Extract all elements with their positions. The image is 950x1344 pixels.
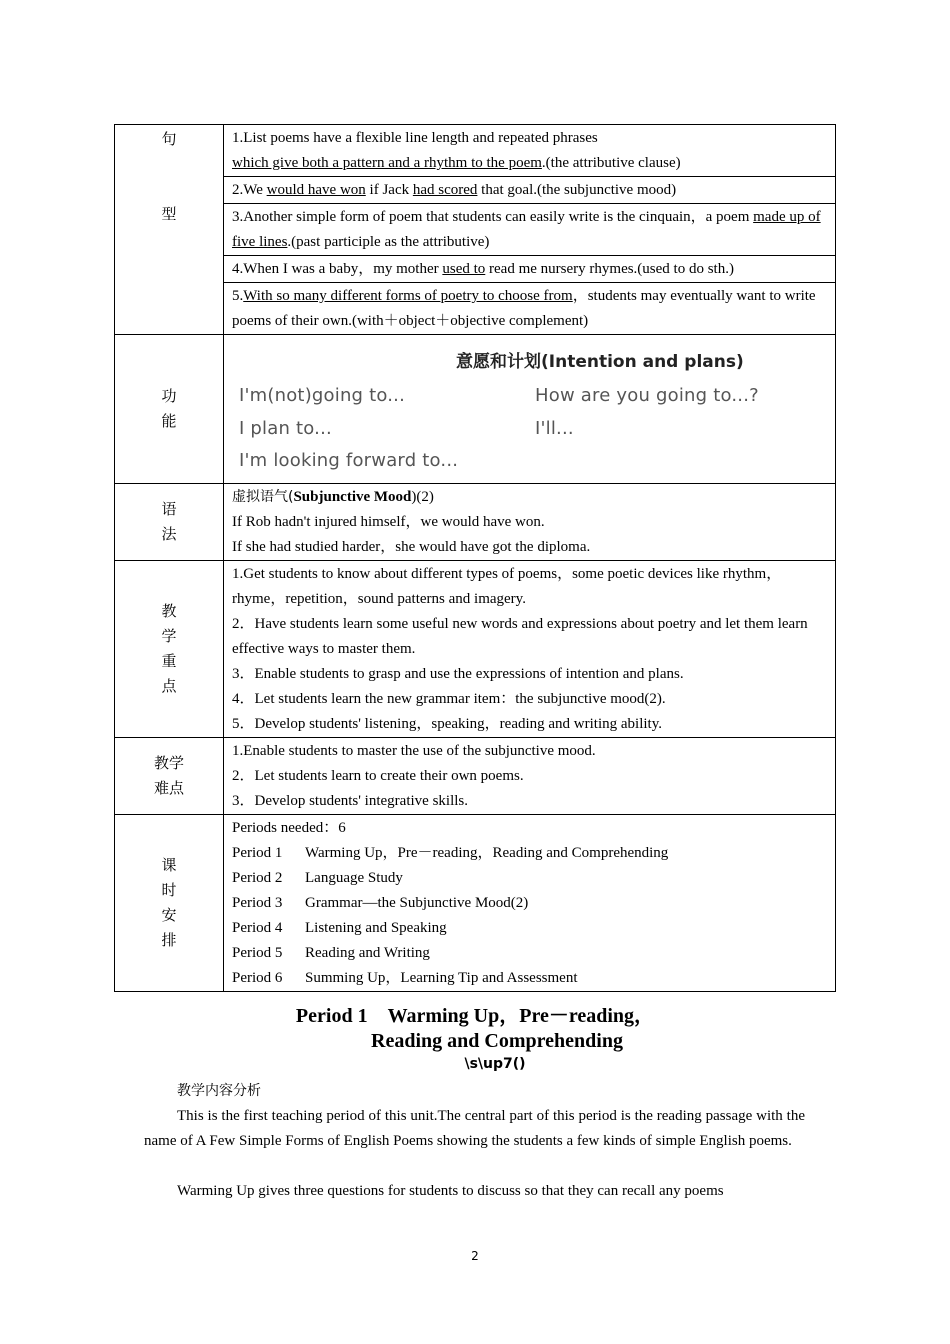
sentence-item-3: 3.Another simple form of poem that students can easily write is the cinquain，a poem made up of five lines.(past participle as the attributive): [224, 204, 836, 256]
paragraph-2: Warming Up gives three questions for students to discuss so that they can recall any poems: [177, 1183, 724, 1199]
sentence-item-2: 2.We would have won if Jack had scored that goal.(the subjunctive mood): [224, 177, 836, 204]
phrase-going-to: I'm(not)going to...: [239, 385, 406, 406]
analysis-label: 教学内容分析: [177, 1083, 261, 1099]
lesson-plan-table: [114, 124, 836, 992]
phrase-looking-forward: I'm looking forward to...: [239, 450, 459, 471]
difficulties-label: 教学 难点: [115, 738, 224, 815]
function-title: 意愿和计划(Intention and plans): [456, 352, 744, 372]
grammar-label: 语 法: [115, 484, 224, 561]
function-image: [224, 335, 836, 484]
phrase-ill: I'll...: [535, 418, 574, 439]
paragraph-1: This is the first teaching period of this unit.The central part of this period is the reading passage with the name of A Few Simple Forms of English Poems showing the students a few kinds of simple English poems.: [144, 1108, 805, 1149]
schedule-label: 课 时 安 排: [115, 815, 224, 992]
function-label: 功 能: [115, 335, 224, 484]
page-number: 2: [471, 1249, 479, 1263]
sentence-item-1: 1.List poems have a flexible line length and repeated phrases which give both a pattern and a rhythm to the poem.(the attributive clause): [224, 125, 836, 177]
field-code: \s\up7(): [464, 1056, 526, 1072]
sentence-item-4: 4.When I was a baby，my mother used to read me nursery rhymes.(used to do sth.): [224, 256, 836, 283]
key-points-content: 1.Get students to know about different types of poems，some poetic devices like rhythm，rhyme，repetition，sound patterns and imagery. 2．Have students learn some useful new words and expressions about poetry and let them learn effective ways to master them. 3．Enable students to grasp and use the expressions of intention and plans. 4．Let students learn the new grammar item：the subjunctive mood(2). 5．Develop students' listening，speaking，reading and writing ability.: [224, 561, 836, 738]
grammar-content: 虚拟语气(Subjunctive Mood)(2) If Rob hadn't injured himself，we would have won. If she had studied harder，she would have got the diploma.: [224, 484, 836, 561]
phrase-how-going: How are you going to...?: [535, 385, 759, 406]
phrase-plan-to: I plan to...: [239, 418, 332, 439]
difficulties-content: 1.Enable students to master the use of the subjunctive mood. 2．Let students learn to create their own poems. 3．Develop students' integrative skills.: [224, 738, 836, 815]
sentence-item-5: 5.With so many different forms of poetry to choose from，students may eventually want to write poems of their own.(with＋object＋objective complement): [224, 283, 836, 335]
sentence-label: 句 型: [115, 125, 224, 335]
section-title: Period 1 Warming Up，Pre－reading， Reading and Comprehending: [295, 1005, 655, 1052]
schedule-content: Periods needed：6 Period 1 Warming Up，Pre－reading，Reading and Comprehending Period 2 Language Study Period 3 Grammar—the Subjunctive Mood(2) Period 4 Listening and Speaking Period 5 Reading and Writing Period 6 Summing Up，Learning Tip and Assessment: [224, 815, 836, 992]
key-points-label: 教 学 重 点: [115, 561, 224, 738]
